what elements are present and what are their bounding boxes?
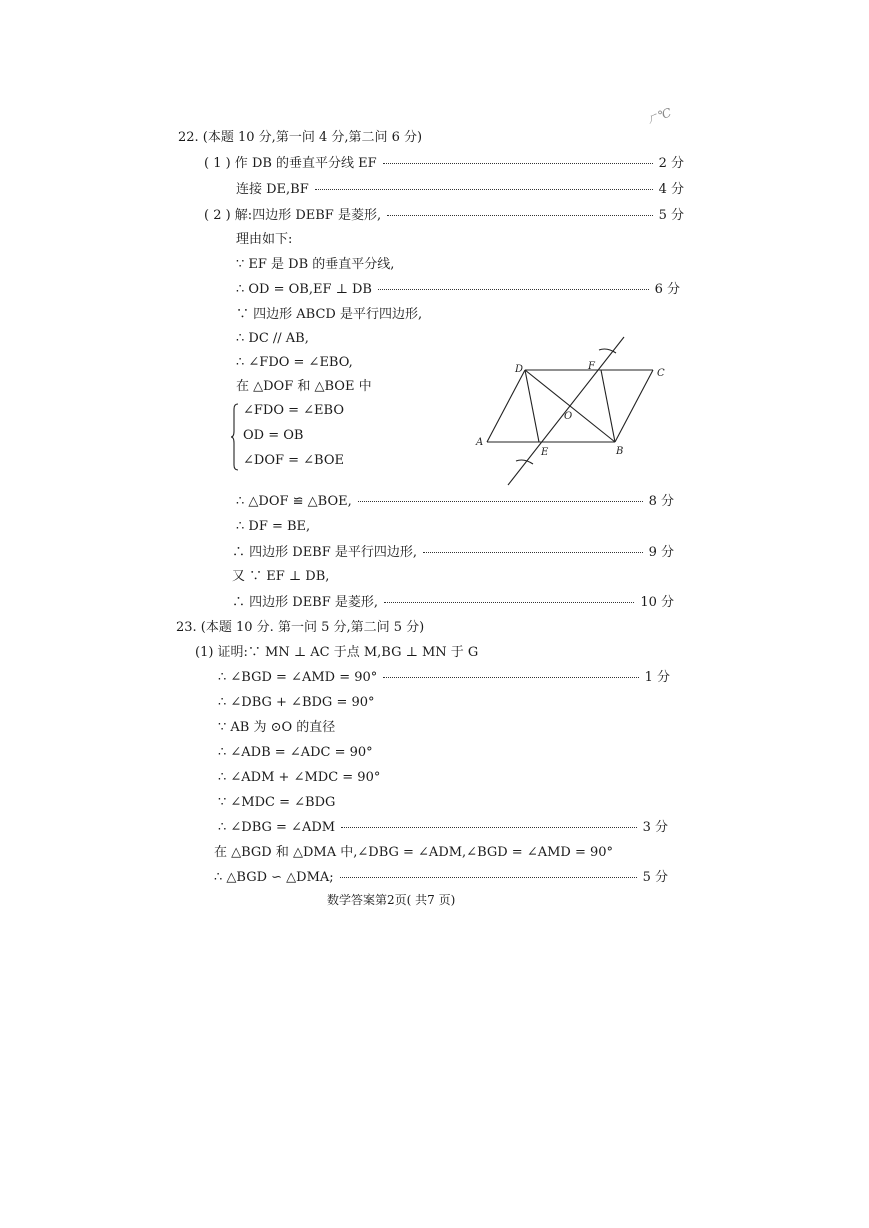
leader-dots xyxy=(358,501,643,502)
leader-dots xyxy=(383,677,638,678)
q22-step-14: 又 ∵ EF ⊥ DB, xyxy=(232,569,330,584)
q22-step-10: 在 △DOF 和 △BOE 中 xyxy=(236,379,372,394)
q23-step-8: ∴ ∠DBG = ∠ADM 3 分 xyxy=(218,820,668,835)
score-points: 1 分 xyxy=(644,670,670,685)
label-D: D xyxy=(515,364,524,375)
edge-CB xyxy=(615,370,653,442)
leader-dots xyxy=(340,877,637,878)
label-F: F xyxy=(588,361,595,372)
corner-handwritten-mark: ㄏ℃ xyxy=(644,105,674,127)
score-points: 2 分 xyxy=(658,156,684,171)
q23-step-3: ∴ ∠DBG + ∠BDG = 90° xyxy=(218,695,375,710)
score-points: 8 分 xyxy=(648,494,674,509)
q22-step-1: ( 1 ) 作 DB 的垂直平分线 EF 2 分 xyxy=(204,156,684,171)
q22-step-4: 理由如下: xyxy=(236,232,293,247)
page-footer: 数学答案第2页( 共7 页) xyxy=(327,893,456,907)
q22-step-2: 连接 DE,BF 4 分 xyxy=(236,182,684,197)
label-B: B xyxy=(616,446,624,457)
q23-step-4: ∵ AB 为 ⊙O 的直径 xyxy=(218,720,336,735)
q22-header: 22. (本题 10 分,第一问 4 分,第二问 6 分) xyxy=(178,130,423,145)
q23-step-2: ∴ ∠BGD = ∠AMD = 90° 1 分 xyxy=(218,670,670,685)
label-A: A xyxy=(476,437,484,448)
q22-step-9: ∴ ∠FDO = ∠EBO, xyxy=(236,355,353,370)
leader-dots xyxy=(383,163,653,164)
leader-dots xyxy=(387,215,653,216)
q22-step-12: ∴ DF = BE, xyxy=(236,519,311,534)
q23-step-7: ∵ ∠MDC = ∠BDG xyxy=(218,795,336,810)
q22-step-6: ∴ OD = OB,EF ⊥ DB 6 分 xyxy=(236,282,680,297)
segment-FB xyxy=(601,370,615,442)
q23-step-10: ∴ △BGD ∽ △DMA; 5 分 xyxy=(214,870,668,885)
score-points: 6 分 xyxy=(654,282,680,297)
segment-DE xyxy=(525,370,539,442)
q22-system-line-1: ∠FDO = ∠EBO xyxy=(243,403,344,418)
q22-step-8: ∴ DC // AB, xyxy=(236,331,309,346)
label-C: C xyxy=(657,368,665,379)
q22-step-7: ∵ 四边形 ABCD 是平行四边形, xyxy=(236,307,423,322)
q22-system-line-3: ∠DOF = ∠BOE xyxy=(243,453,344,468)
leader-dots xyxy=(378,289,649,290)
q23-step-6: ∴ ∠ADM + ∠MDC = 90° xyxy=(218,770,381,785)
q22-step-15: ∴ 四边形 DEBF 是菱形, 10 分 xyxy=(232,595,674,610)
q22-step-11: ∴ △DOF ≌ △BOE, 8 分 xyxy=(236,494,674,509)
leader-dots xyxy=(423,552,643,553)
label-O: O xyxy=(564,411,573,422)
edge-AD xyxy=(487,370,525,442)
parallelogram-diagram xyxy=(470,330,680,495)
q22-step-13: ∴ 四边形 DEBF 是平行四边形, 9 分 xyxy=(232,545,674,560)
q22-step-5: ∵ EF 是 DB 的垂直平分线, xyxy=(236,257,395,272)
score-points: 5 分 xyxy=(658,208,684,223)
q22-step-3: ( 2 ) 解:四边形 DEBF 是菱形, 5 分 xyxy=(204,208,684,223)
leader-dots xyxy=(384,602,634,603)
leader-dots xyxy=(315,189,653,190)
score-points: 5 分 xyxy=(642,870,668,885)
score-points: 3 分 xyxy=(642,820,668,835)
q23-step-5: ∴ ∠ADB = ∠ADC = 90° xyxy=(218,745,373,760)
q22-system-line-2: OD = OB xyxy=(243,428,304,443)
label-E: E xyxy=(541,447,549,458)
q23-header: 23. (本题 10 分. 第一问 5 分,第二问 5 分) xyxy=(176,620,425,635)
left-brace xyxy=(231,403,239,471)
score-points: 4 分 xyxy=(658,182,684,197)
score-points: 9 分 xyxy=(648,545,674,560)
q23-step-1: (1) 证明:∵ MN ⊥ AC 于点 M,BG ⊥ MN 于 G xyxy=(195,645,479,660)
score-points: 10 分 xyxy=(640,595,674,610)
q23-step-9: 在 △BGD 和 △DMA 中,∠DBG = ∠ADM,∠BGD = ∠AMD = 90° xyxy=(214,845,614,860)
leader-dots xyxy=(341,827,637,828)
